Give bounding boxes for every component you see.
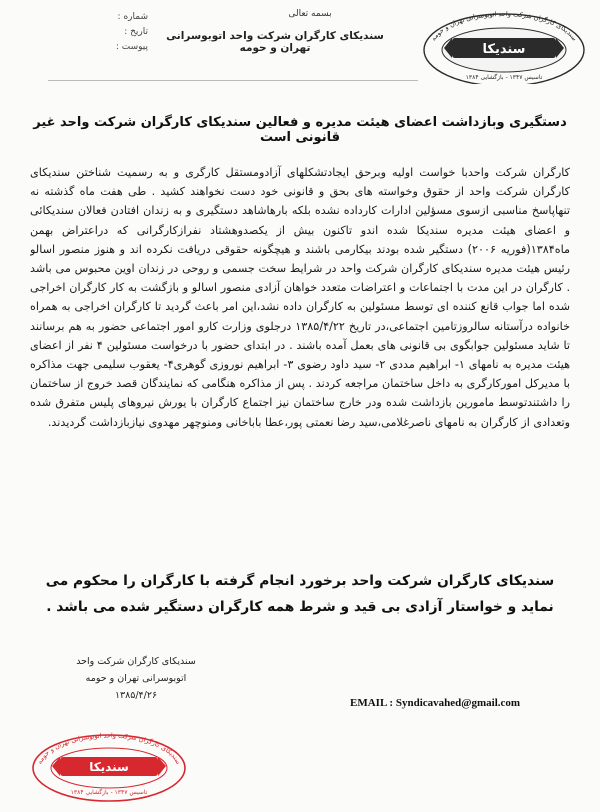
contact-email: EMAIL : Syndicavahed@gmail.com xyxy=(350,697,521,709)
document-title: دستگیری وبازداشت اعضای هیئت مدیره و فعالین سندیکای کارگران شرکت واحد غیر قانونی است xyxy=(33,115,567,145)
ref-number-label: شماره : xyxy=(117,12,148,22)
organization-name: سندیکای کارگران شرکت واحد اتوبوسرانی تهران و حومه xyxy=(166,30,384,54)
stamp-founding-text: تاسیس ۱۳۴۷ - بازگشایی ۱۳۸۴ xyxy=(70,789,148,796)
document-body xyxy=(30,163,570,558)
logo-founding-text: تاسیس ۱۳۴۷ - بازگشایی ۱۳۸۴ xyxy=(465,74,543,81)
logo-arc-text: سندیکای کارگران شرکت واحد اتوبوسرانی تهران و حومه xyxy=(429,9,579,43)
syndicate-stamp xyxy=(28,728,190,802)
reference-fields xyxy=(88,10,148,55)
signature-line-2: اتوبوسرانی تهران و حومه xyxy=(85,673,187,684)
ref-attachment-label: پیوست : xyxy=(115,42,148,52)
logo-badge-text: سندیکا xyxy=(482,42,526,57)
header-divider xyxy=(48,80,418,81)
signature-date: ۱۳۸۵/۴/۲۶ xyxy=(114,690,158,701)
stamp-badge-text: سندیکا xyxy=(89,760,129,774)
invocation-text: بسمه تعالی xyxy=(288,9,332,19)
signature-line-1: سندیکای کارگران شرکت واحد xyxy=(76,656,196,667)
body-paragraph-1: کارگران شرکت واحدبا خواست اولیه وبرحق ایجادتشکلهای آزادومستقل کارگری و به رسمیت شناختن سندیکای کارگران شرکت واحد از حقوق وخواسته های بحق و قانونی خود دست نخواهند کشید . xyxy=(30,166,570,199)
signature-block xyxy=(66,653,206,704)
stamp-arc-text: سندیکای کارگران شرکت واحد اتوبوسرانی تهران و حومه xyxy=(35,731,183,766)
conclusion-statement: سندیکای کارگران شرکت واحد برخورد انجام گرفته با کارگران را محکوم می نماید و خواستار آزادی بی قید و شرط همه کارگران دستگیر شده می باشد . xyxy=(45,573,555,615)
syndicate-logo xyxy=(418,6,590,84)
body-paragraph-2: طی هفت ماه گذشته نه تنهاپاسخ مناسبی ازسوی مسؤلین ادارات کارداده نشده بلکه بارهاشاهد دستگیری و به زندان افتادن فعالان سندیکائی و اعضای هیئت مدیره سندیکا شده اندو تاکنون بیش از یکصدوهشتاد نفرازکارگرانی که دراعتراض بهمن ماه۱۳۸۴(فوریه ۲۰۰۶) دستگیر شده بودند بیکارمی باشند و هیچگونه حقوقی دریافت نکرده اند و هنوز منصور اسالو رئیس هیئت مدیره سندیکای کارگران شرکت واحد در شرایط سخت جسمی و روحی در زندان اوین محبوس می باشد . کارگران در این مدت با اجتماعات و اعتراضات متعدد خواهان آزادی منصور اسالو و بازگشت به کار کارگران اخراجی شده اما جواب قانع کننده ای توسط مسئولین به کارگران داده نشد،این امر باعث گردید تا کارگران اخراجی به همراه خانواده درآستانه سالروزتامین اجتماعی،در تاریخ ۱۳۸۵/۴/۲۲ درجلوی وزارت کارو امور اجتماعی حضور به هم برسانند تا شاید مسئولین جوابگوی بی قانونی های بعمل آمده باشند . در ابتدای حضور با درخواست مسئولین ۴ نفر از اعضای هیئت مدیره به نامهای ۱- ابراهیم مددی ۲- سید داود رضوی ۳- ابراهیم نوروزی گوهری۴- یعقوب سلیمی جهت مذاکره با مدیرکل امورکارگری به داخل ساختمان مراجعه کردند . پس از مذاکره هنگامی که نمایندگان قصد خروج از ساختمان را داشتندتوسط مامورین بازداشت شده ودر خارج ساختمان نیز اجتماع کارگران با یورش نیروهای پلیس متفرق شده وتعدادی از کارگران به نامهای ناصرغلامی،سید رضا نعمتی پور،عطا باباخانی ومنوچهر مهدوی نیازبازداشت گردیدند. xyxy=(30,185,570,429)
ref-date-label: تاریخ : xyxy=(124,27,148,37)
